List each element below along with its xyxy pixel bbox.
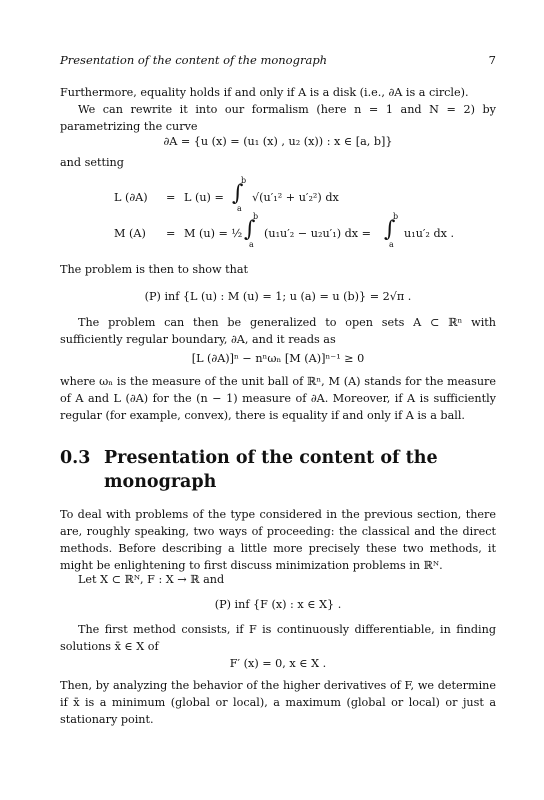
eq-measure-eq: = bbox=[166, 227, 176, 240]
equation-problem-p: (P) inf {L (u) : M (u) = 1; u (a) = u (b)} = 2√π . bbox=[144, 290, 412, 303]
equation-problem-p2: (P) inf {F (x) : x ∈ X} . bbox=[214, 598, 342, 611]
paragraph-setting: and setting bbox=[60, 156, 124, 169]
eq-length-integrand: √(u′₁² + u′₂²) dx bbox=[252, 191, 339, 204]
paragraph-show: The problem is then to show that bbox=[60, 263, 249, 276]
integral-sign: ∫ bbox=[244, 217, 256, 242]
paragraph-let: Let X ⊂ ℝᴺ, F : X → ℝ and bbox=[78, 573, 225, 586]
integral-lower-limit: a bbox=[237, 204, 242, 213]
integral-sign: ∫ bbox=[232, 181, 244, 206]
page-number: 7 bbox=[488, 53, 496, 67]
eq-measure-integrand: (u₁u′₂ − u₂u′₁) dx = bbox=[264, 227, 372, 240]
paragraph-then: Then, by analyzing the behavior of the higher derivatives of F, we determine if x̄ is a minimum (global or local), a maximum (global or local) or just a stationary point. bbox=[60, 679, 496, 726]
integral-sign: ∫ bbox=[384, 217, 396, 242]
eq-length-rhs: L (u) = bbox=[184, 191, 224, 204]
paragraph-generalized: The problem can then be generalized to open sets A ⊂ ℝⁿ with sufficiently regular boundary, ∂A, and it reads as bbox=[60, 316, 496, 346]
eq-measure-lhs: M (A) bbox=[114, 227, 146, 240]
equation-isoperimetric: [L (∂A)]ⁿ − nⁿωₙ [M (A)]ⁿ⁻¹ ≥ 0 bbox=[191, 352, 365, 365]
section-title: Presentation of the content of the monograph bbox=[104, 448, 438, 492]
eq-length-eq: = bbox=[166, 191, 176, 204]
paragraph-omega: where ωₙ is the measure of the unit ball of ℝⁿ, M (A) stands for the measure of A and L (∂A) for the (n − 1) measure of ∂A. Moreover, if A is sufficiently regular (for example, convex), there is equality if and only if A is a ball. bbox=[60, 375, 496, 422]
integral-lower-limit: a bbox=[249, 240, 254, 249]
running-header bbox=[60, 53, 496, 67]
eq-measure-integrand-2: u₁u′₂ dx . bbox=[404, 227, 455, 240]
integral-upper-limit: b bbox=[393, 212, 399, 221]
running-title: Presentation of the content of the monograph bbox=[60, 53, 328, 67]
integral-lower-limit: a bbox=[389, 240, 394, 249]
eq-length-lhs: L (∂A) bbox=[114, 191, 148, 204]
integral-upper-limit: b bbox=[241, 176, 247, 185]
paragraph-equality: Furthermore, equality holds if and only if A is a disk (i.e., ∂A is a circle). bbox=[60, 86, 469, 99]
eq-measure-rhs: M (u) = ½ bbox=[184, 227, 243, 240]
paragraph-first-method: The first method consists, if F is continuously differentiable, in finding solutions x̄ ∈ X of bbox=[60, 623, 496, 653]
paragraph-deal: To deal with problems of the type considered in the previous section, there are, roughly speaking, two ways of proceeding: the classical and the direct methods. Before describing a little more precisely these two methods, it might be enlightening to first discuss minimization problems in ℝᴺ. bbox=[60, 508, 496, 572]
integral-upper-limit: b bbox=[253, 212, 259, 221]
paragraph-rewrite: We can rewrite it into our formalism (here n = 1 and N = 2) by parametrizing the curve bbox=[60, 103, 496, 133]
equation-curve: ∂A = {u (x) = (u₁ (x) , u₂ (x)) : x ∈ [a, b]} bbox=[163, 135, 393, 148]
equation-derivative: F′ (x) = 0, x ∈ X . bbox=[229, 657, 327, 670]
section-number: 0.3 bbox=[60, 448, 91, 468]
